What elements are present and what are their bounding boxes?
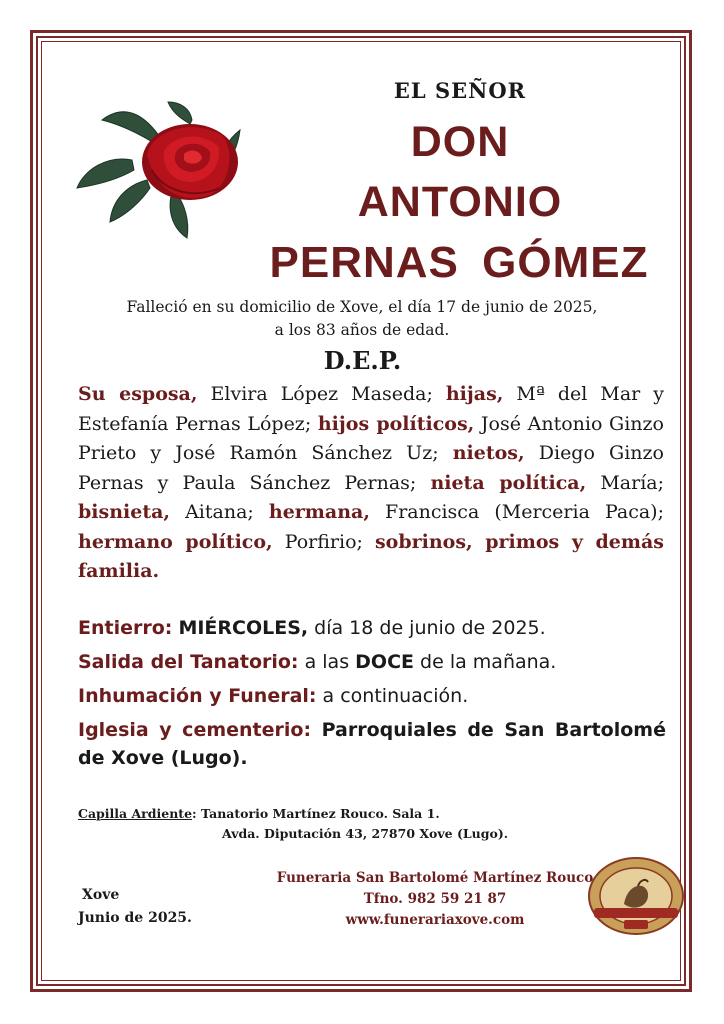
- inhumation-label: Inhumación y Funeral:: [78, 685, 317, 707]
- rose-image: [72, 100, 242, 240]
- departure-line: [78, 648, 668, 676]
- family-label: bisnieta,: [78, 501, 171, 523]
- signoff-date: Junio de 2025.: [78, 910, 192, 926]
- funeral-home-phone: Tfno. 982 59 21 87: [363, 891, 507, 907]
- chapel-info: [78, 804, 508, 844]
- death-line-1: Falleció en su domicilio de Xove, el día 17 de junio de 2025,: [126, 298, 598, 316]
- family-label: hermana,: [268, 501, 370, 523]
- departure-time: DOCE: [355, 651, 414, 673]
- inhumation-line: [78, 682, 668, 710]
- title-prefix: EL SEÑOR: [393, 78, 527, 103]
- burial-line: [78, 614, 668, 642]
- burial-label: Entierro:: [78, 617, 173, 639]
- deceased-name-line-2: ANTONIO: [357, 178, 563, 226]
- family-label: nieta política,: [430, 471, 587, 494]
- family-text: María;: [586, 471, 664, 494]
- signoff: [78, 884, 192, 930]
- death-notice: [62, 296, 662, 342]
- departure-post: de la mañana.: [414, 651, 557, 673]
- death-line-2: a los 83 años de edad.: [274, 321, 450, 339]
- departure-pre: a las: [298, 651, 356, 673]
- deceased-name-line-1: DON: [410, 118, 510, 166]
- family-text: José Antonio Ginzo Prieto y José Ramón Sánchez Uz;: [78, 412, 664, 464]
- family-label: Su esposa,: [78, 383, 198, 405]
- funeral-home-name: Funeraria San Bartolomé Martínez Rouco: [276, 870, 594, 886]
- church-label: Iglesia y cementerio:: [78, 719, 312, 741]
- departure-label: Salida del Tanatorio:: [78, 651, 299, 673]
- signoff-place: Xove: [82, 887, 120, 903]
- chapel-colon: :: [192, 806, 201, 821]
- funeral-home-logo: [586, 856, 686, 936]
- dep-heading: D.E.P.: [323, 346, 402, 375]
- inhumation-text: a continuación.: [316, 685, 469, 707]
- family-paragraph: [78, 380, 664, 587]
- family-label: hijos políticos,: [317, 412, 475, 435]
- family-text: Mª del Mar y Estefanía Pernas López;: [78, 383, 665, 435]
- chapel-label: Capilla Ardiente: [78, 806, 193, 821]
- family-text: Diego Ginzo Pernas y Paula Sánchez Pernas;: [78, 442, 664, 494]
- family-label: hijas,: [445, 383, 504, 405]
- family-label: hermano político,: [78, 530, 273, 553]
- family-label: sobrinos, primos y demás familia.: [78, 530, 664, 582]
- family-text: Elvira López Maseda;: [197, 383, 446, 405]
- family-text: Francisca (Merceria Paca);: [369, 501, 664, 523]
- funeral-home-web: www.funerariaxove.com: [345, 912, 525, 928]
- church-text: Parroquiales de San Bartolomé de Xove (Lugo).: [78, 719, 666, 769]
- family-text: Aitana;: [170, 501, 269, 523]
- family-text: Porfirio;: [272, 530, 375, 553]
- family-label: nietos,: [452, 442, 525, 464]
- chapel-line-2: Avda. Diputación 43, 27870 Xove (Lugo).: [222, 826, 509, 841]
- funeral-home-info: [270, 868, 600, 931]
- church-line: [78, 716, 666, 772]
- burial-date: día 18 de junio de 2025.: [308, 617, 546, 639]
- chapel-line-1: Tanatorio Martínez Rouco. Sala 1.: [201, 806, 440, 821]
- burial-day: MIÉRCOLES,: [178, 617, 309, 639]
- deceased-name-line-3: PERNAS GÓMEZ: [269, 238, 649, 287]
